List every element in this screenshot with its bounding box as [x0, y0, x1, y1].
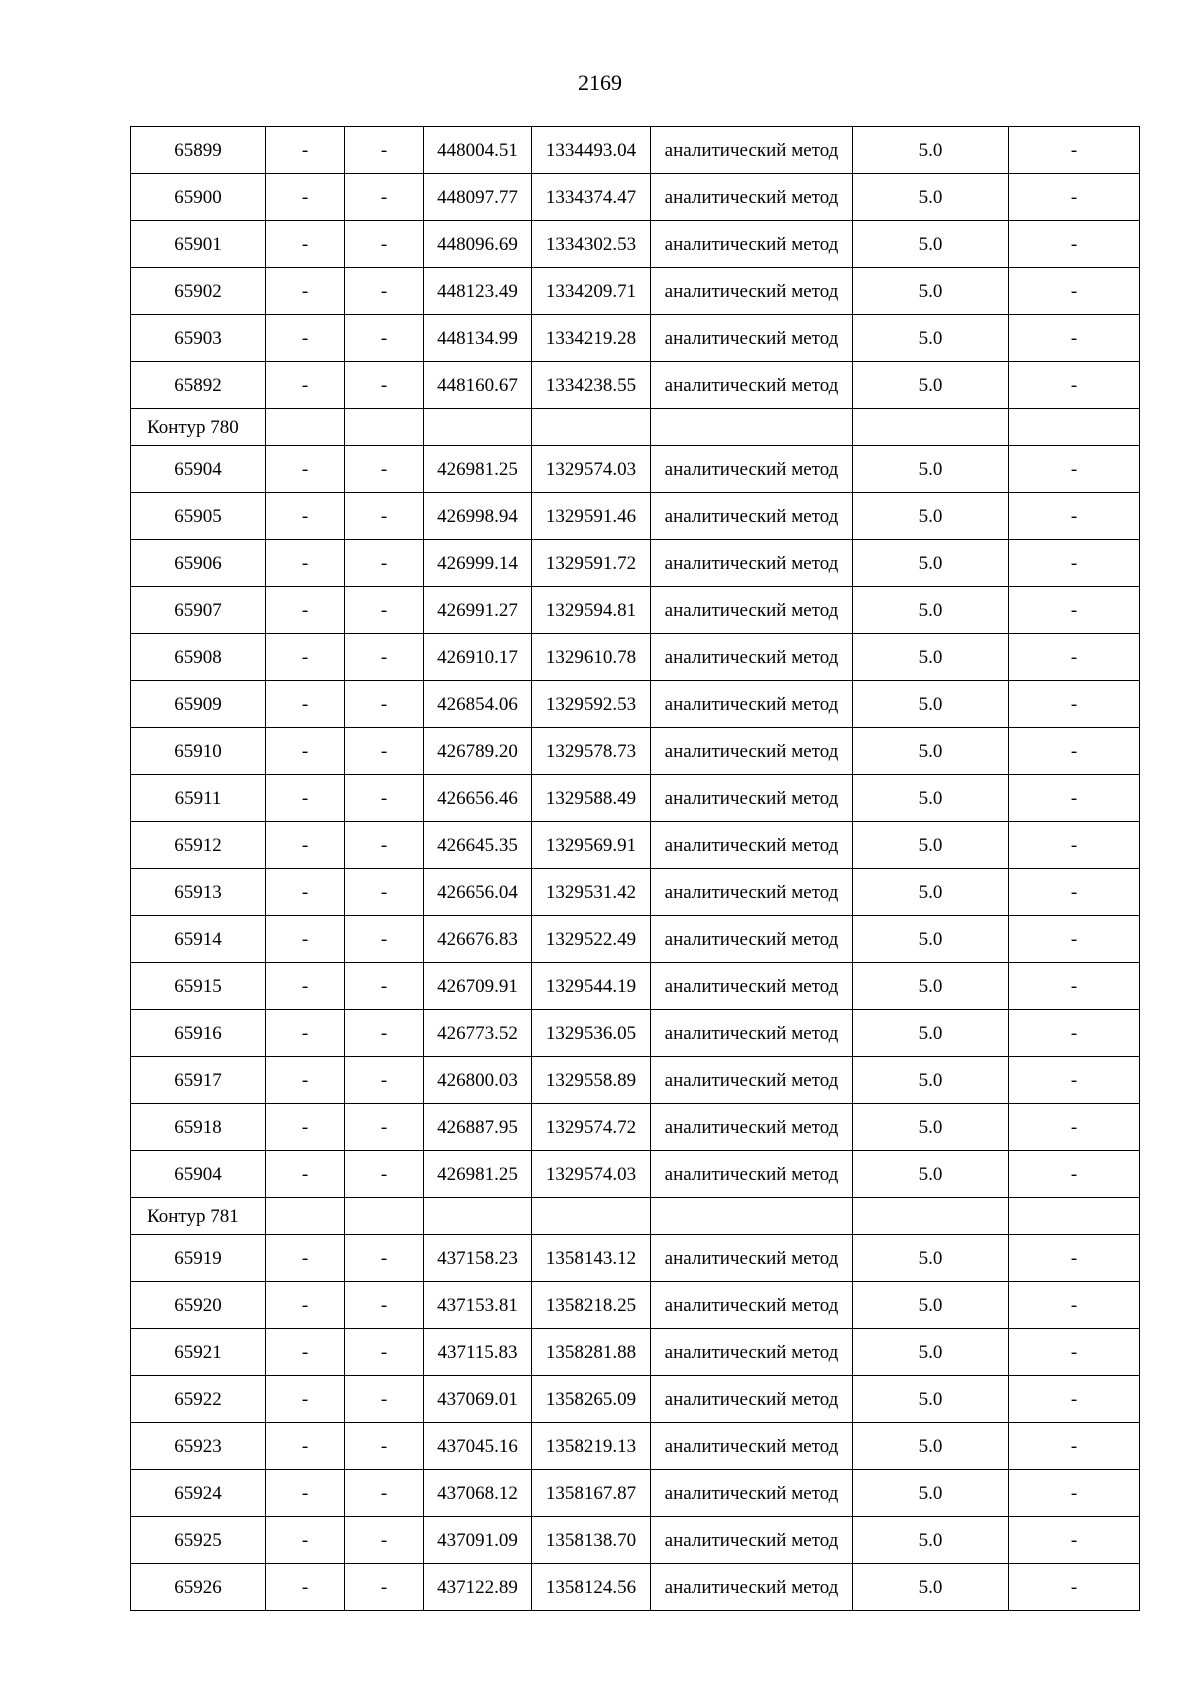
column-8-cell: - [1009, 1151, 1140, 1198]
column-8-cell: - [1009, 681, 1140, 728]
x-coordinate-cell: 437115.83 [424, 1329, 532, 1376]
method-cell: аналитический метод [651, 587, 853, 634]
table-row [131, 1564, 1140, 1611]
column-2-cell: - [266, 1235, 345, 1282]
point-id-cell: 65906 [131, 540, 266, 587]
method-cell: аналитический метод [651, 869, 853, 916]
section-header-row [131, 1198, 1140, 1235]
table-row [131, 1517, 1140, 1564]
x-coordinate-cell: 448097.77 [424, 174, 532, 221]
y-coordinate-cell: 1358124.56 [532, 1564, 651, 1611]
column-3-cell: - [345, 1423, 424, 1470]
page-number: 2169 [578, 70, 622, 95]
column-8-cell: - [1009, 268, 1140, 315]
accuracy-cell: 5.0 [853, 822, 1009, 869]
y-coordinate-cell: 1329574.72 [532, 1104, 651, 1151]
method-cell: аналитический метод [651, 775, 853, 822]
x-coordinate-cell: 437069.01 [424, 1376, 532, 1423]
column-8-cell: - [1009, 775, 1140, 822]
table-row [131, 822, 1140, 869]
method-cell: аналитический метод [651, 728, 853, 775]
table-row [131, 1329, 1140, 1376]
point-id-cell: 65919 [131, 1235, 266, 1282]
column-2-cell: - [266, 1376, 345, 1423]
table-row [131, 540, 1140, 587]
table-row [131, 127, 1140, 174]
y-coordinate-cell: 1329522.49 [532, 916, 651, 963]
column-2-cell: - [266, 493, 345, 540]
column-3-cell: - [345, 1282, 424, 1329]
column-8-cell: - [1009, 540, 1140, 587]
x-coordinate-cell: 437122.89 [424, 1564, 532, 1611]
table-row [131, 1376, 1140, 1423]
table-row [131, 1423, 1140, 1470]
column-3-cell: - [345, 221, 424, 268]
y-coordinate-cell: 1358219.13 [532, 1423, 651, 1470]
table-row [131, 174, 1140, 221]
table-row [131, 587, 1140, 634]
column-3-cell: - [345, 362, 424, 409]
empty-cell [651, 409, 853, 446]
method-cell: аналитический метод [651, 221, 853, 268]
column-2-cell: - [266, 1470, 345, 1517]
x-coordinate-cell: 426887.95 [424, 1104, 532, 1151]
accuracy-cell: 5.0 [853, 587, 1009, 634]
x-coordinate-cell: 426981.25 [424, 1151, 532, 1198]
column-3-cell: - [345, 446, 424, 493]
column-3-cell: - [345, 268, 424, 315]
method-cell: аналитический метод [651, 1235, 853, 1282]
x-coordinate-cell: 426645.35 [424, 822, 532, 869]
point-id-cell: 65903 [131, 315, 266, 362]
table-row [131, 1010, 1140, 1057]
section-label: Контур 781 [131, 1198, 266, 1235]
accuracy-cell: 5.0 [853, 127, 1009, 174]
column-3-cell: - [345, 1104, 424, 1151]
x-coordinate-cell: 448134.99 [424, 315, 532, 362]
point-id-cell: 65905 [131, 493, 266, 540]
column-3-cell: - [345, 1010, 424, 1057]
point-id-cell: 65904 [131, 1151, 266, 1198]
column-2-cell: - [266, 1057, 345, 1104]
point-id-cell: 65920 [131, 1282, 266, 1329]
table-row [131, 963, 1140, 1010]
table-row [131, 362, 1140, 409]
accuracy-cell: 5.0 [853, 1423, 1009, 1470]
column-2-cell: - [266, 1564, 345, 1611]
column-3-cell: - [345, 493, 424, 540]
y-coordinate-cell: 1358143.12 [532, 1235, 651, 1282]
empty-cell [345, 409, 424, 446]
y-coordinate-cell: 1329558.89 [532, 1057, 651, 1104]
method-cell: аналитический метод [651, 446, 853, 493]
table-row [131, 1470, 1140, 1517]
column-3-cell: - [345, 587, 424, 634]
column-8-cell: - [1009, 1564, 1140, 1611]
method-cell: аналитический метод [651, 362, 853, 409]
table-row [131, 681, 1140, 728]
accuracy-cell: 5.0 [853, 1151, 1009, 1198]
point-id-cell: 65917 [131, 1057, 266, 1104]
method-cell: аналитический метод [651, 1376, 853, 1423]
x-coordinate-cell: 448096.69 [424, 221, 532, 268]
column-8-cell: - [1009, 446, 1140, 493]
point-id-cell: 65913 [131, 869, 266, 916]
point-id-cell: 65910 [131, 728, 266, 775]
column-8-cell: - [1009, 1329, 1140, 1376]
empty-cell [266, 1198, 345, 1235]
column-2-cell: - [266, 916, 345, 963]
x-coordinate-cell: 426676.83 [424, 916, 532, 963]
accuracy-cell: 5.0 [853, 1376, 1009, 1423]
empty-cell [424, 409, 532, 446]
empty-cell [532, 409, 651, 446]
column-8-cell: - [1009, 221, 1140, 268]
table-row [131, 775, 1140, 822]
y-coordinate-cell: 1329574.03 [532, 1151, 651, 1198]
column-8-cell: - [1009, 869, 1140, 916]
table-row [131, 1057, 1140, 1104]
x-coordinate-cell: 426789.20 [424, 728, 532, 775]
column-2-cell: - [266, 869, 345, 916]
y-coordinate-cell: 1334219.28 [532, 315, 651, 362]
column-3-cell: - [345, 681, 424, 728]
column-2-cell: - [266, 681, 345, 728]
column-3-cell: - [345, 869, 424, 916]
column-2-cell: - [266, 362, 345, 409]
accuracy-cell: 5.0 [853, 728, 1009, 775]
empty-cell [266, 409, 345, 446]
accuracy-cell: 5.0 [853, 916, 1009, 963]
empty-cell [1009, 1198, 1140, 1235]
column-2-cell: - [266, 1151, 345, 1198]
column-3-cell: - [345, 127, 424, 174]
column-3-cell: - [345, 1470, 424, 1517]
column-8-cell: - [1009, 1423, 1140, 1470]
column-8-cell: - [1009, 634, 1140, 681]
accuracy-cell: 5.0 [853, 174, 1009, 221]
column-2-cell: - [266, 446, 345, 493]
x-coordinate-cell: 426773.52 [424, 1010, 532, 1057]
method-cell: аналитический метод [651, 1564, 853, 1611]
y-coordinate-cell: 1329591.72 [532, 540, 651, 587]
y-coordinate-cell: 1329569.91 [532, 822, 651, 869]
column-8-cell: - [1009, 1517, 1140, 1564]
column-8-cell: - [1009, 1104, 1140, 1151]
accuracy-cell: 5.0 [853, 634, 1009, 681]
column-3-cell: - [345, 1517, 424, 1564]
point-id-cell: 65915 [131, 963, 266, 1010]
method-cell: аналитический метод [651, 681, 853, 728]
y-coordinate-cell: 1329578.73 [532, 728, 651, 775]
method-cell: аналитический метод [651, 1151, 853, 1198]
accuracy-cell: 5.0 [853, 1564, 1009, 1611]
method-cell: аналитический метод [651, 540, 853, 587]
accuracy-cell: 5.0 [853, 446, 1009, 493]
point-id-cell: 65924 [131, 1470, 266, 1517]
x-coordinate-cell: 437045.16 [424, 1423, 532, 1470]
x-coordinate-cell: 426998.94 [424, 493, 532, 540]
column-3-cell: - [345, 540, 424, 587]
point-id-cell: 65911 [131, 775, 266, 822]
y-coordinate-cell: 1329592.53 [532, 681, 651, 728]
column-8-cell: - [1009, 1282, 1140, 1329]
method-cell: аналитический метод [651, 174, 853, 221]
empty-cell [651, 1198, 853, 1235]
y-coordinate-cell: 1329591.46 [532, 493, 651, 540]
column-2-cell: - [266, 963, 345, 1010]
x-coordinate-cell: 437153.81 [424, 1282, 532, 1329]
empty-cell [1009, 409, 1140, 446]
x-coordinate-cell: 437158.23 [424, 1235, 532, 1282]
x-coordinate-cell: 426999.14 [424, 540, 532, 587]
y-coordinate-cell: 1334209.71 [532, 268, 651, 315]
point-id-cell: 65907 [131, 587, 266, 634]
column-8-cell: - [1009, 127, 1140, 174]
column-8-cell: - [1009, 315, 1140, 362]
column-3-cell: - [345, 315, 424, 362]
column-2-cell: - [266, 775, 345, 822]
empty-cell [853, 409, 1009, 446]
point-id-cell: 65926 [131, 1564, 266, 1611]
column-2-cell: - [266, 1282, 345, 1329]
column-2-cell: - [266, 1517, 345, 1564]
y-coordinate-cell: 1334493.04 [532, 127, 651, 174]
accuracy-cell: 5.0 [853, 1282, 1009, 1329]
table-row [131, 1104, 1140, 1151]
column-3-cell: - [345, 1329, 424, 1376]
point-id-cell: 65912 [131, 822, 266, 869]
y-coordinate-cell: 1329531.42 [532, 869, 651, 916]
y-coordinate-cell: 1358265.09 [532, 1376, 651, 1423]
accuracy-cell: 5.0 [853, 362, 1009, 409]
point-id-cell: 65923 [131, 1423, 266, 1470]
point-id-cell: 65914 [131, 916, 266, 963]
table-row [131, 1282, 1140, 1329]
accuracy-cell: 5.0 [853, 1010, 1009, 1057]
method-cell: аналитический метод [651, 1470, 853, 1517]
x-coordinate-cell: 448004.51 [424, 127, 532, 174]
table-row [131, 869, 1140, 916]
empty-cell [345, 1198, 424, 1235]
method-cell: аналитический метод [651, 1423, 853, 1470]
method-cell: аналитический метод [651, 268, 853, 315]
point-id-cell: 65922 [131, 1376, 266, 1423]
column-8-cell: - [1009, 728, 1140, 775]
column-3-cell: - [345, 728, 424, 775]
accuracy-cell: 5.0 [853, 221, 1009, 268]
column-2-cell: - [266, 127, 345, 174]
accuracy-cell: 5.0 [853, 775, 1009, 822]
table-row [131, 728, 1140, 775]
table-row [131, 268, 1140, 315]
method-cell: аналитический метод [651, 1282, 853, 1329]
y-coordinate-cell: 1358138.70 [532, 1517, 651, 1564]
table-row [131, 493, 1140, 540]
point-id-cell: 65909 [131, 681, 266, 728]
column-2-cell: - [266, 268, 345, 315]
column-2-cell: - [266, 315, 345, 362]
column-8-cell: - [1009, 587, 1140, 634]
method-cell: аналитический метод [651, 1010, 853, 1057]
accuracy-cell: 5.0 [853, 1104, 1009, 1151]
point-id-cell: 65918 [131, 1104, 266, 1151]
column-3-cell: - [345, 1235, 424, 1282]
column-3-cell: - [345, 1376, 424, 1423]
column-2-cell: - [266, 587, 345, 634]
accuracy-cell: 5.0 [853, 681, 1009, 728]
point-id-cell: 65925 [131, 1517, 266, 1564]
table-row [131, 634, 1140, 681]
accuracy-cell: 5.0 [853, 1329, 1009, 1376]
method-cell: аналитический метод [651, 1329, 853, 1376]
column-3-cell: - [345, 174, 424, 221]
column-3-cell: - [345, 775, 424, 822]
empty-cell [853, 1198, 1009, 1235]
point-id-cell: 65892 [131, 362, 266, 409]
column-8-cell: - [1009, 1470, 1140, 1517]
y-coordinate-cell: 1334374.47 [532, 174, 651, 221]
y-coordinate-cell: 1329574.03 [532, 446, 651, 493]
column-3-cell: - [345, 822, 424, 869]
table-row [131, 916, 1140, 963]
column-2-cell: - [266, 221, 345, 268]
method-cell: аналитический метод [651, 634, 853, 681]
y-coordinate-cell: 1358167.87 [532, 1470, 651, 1517]
method-cell: аналитический метод [651, 1057, 853, 1104]
column-8-cell: - [1009, 174, 1140, 221]
column-8-cell: - [1009, 963, 1140, 1010]
column-8-cell: - [1009, 916, 1140, 963]
column-3-cell: - [345, 1057, 424, 1104]
y-coordinate-cell: 1329588.49 [532, 775, 651, 822]
y-coordinate-cell: 1358218.25 [532, 1282, 651, 1329]
column-2-cell: - [266, 1010, 345, 1057]
x-coordinate-cell: 448160.67 [424, 362, 532, 409]
column-3-cell: - [345, 634, 424, 681]
column-8-cell: - [1009, 362, 1140, 409]
column-2-cell: - [266, 1423, 345, 1470]
method-cell: аналитический метод [651, 493, 853, 540]
column-2-cell: - [266, 1104, 345, 1151]
accuracy-cell: 5.0 [853, 540, 1009, 587]
accuracy-cell: 5.0 [853, 1235, 1009, 1282]
column-2-cell: - [266, 822, 345, 869]
x-coordinate-cell: 426656.46 [424, 775, 532, 822]
y-coordinate-cell: 1329536.05 [532, 1010, 651, 1057]
y-coordinate-cell: 1334302.53 [532, 221, 651, 268]
column-3-cell: - [345, 1564, 424, 1611]
point-id-cell: 65904 [131, 446, 266, 493]
method-cell: аналитический метод [651, 916, 853, 963]
accuracy-cell: 5.0 [853, 869, 1009, 916]
column-8-cell: - [1009, 822, 1140, 869]
x-coordinate-cell: 426854.06 [424, 681, 532, 728]
accuracy-cell: 5.0 [853, 1470, 1009, 1517]
section-header-row [131, 409, 1140, 446]
column-8-cell: - [1009, 1057, 1140, 1104]
accuracy-cell: 5.0 [853, 315, 1009, 362]
column-3-cell: - [345, 916, 424, 963]
table-row [131, 446, 1140, 493]
y-coordinate-cell: 1329610.78 [532, 634, 651, 681]
y-coordinate-cell: 1334238.55 [532, 362, 651, 409]
column-3-cell: - [345, 963, 424, 1010]
column-8-cell: - [1009, 1235, 1140, 1282]
column-3-cell: - [345, 1151, 424, 1198]
y-coordinate-cell: 1329544.19 [532, 963, 651, 1010]
table-row [131, 221, 1140, 268]
x-coordinate-cell: 448123.49 [424, 268, 532, 315]
x-coordinate-cell: 426910.17 [424, 634, 532, 681]
point-id-cell: 65921 [131, 1329, 266, 1376]
table-body [131, 127, 1140, 1611]
x-coordinate-cell: 426981.25 [424, 446, 532, 493]
point-id-cell: 65916 [131, 1010, 266, 1057]
point-id-cell: 65902 [131, 268, 266, 315]
accuracy-cell: 5.0 [853, 268, 1009, 315]
x-coordinate-cell: 437091.09 [424, 1517, 532, 1564]
accuracy-cell: 5.0 [853, 493, 1009, 540]
point-id-cell: 65901 [131, 221, 266, 268]
column-2-cell: - [266, 634, 345, 681]
column-2-cell: - [266, 540, 345, 587]
column-8-cell: - [1009, 1010, 1140, 1057]
method-cell: аналитический метод [651, 1517, 853, 1564]
empty-cell [532, 1198, 651, 1235]
point-id-cell: 65900 [131, 174, 266, 221]
x-coordinate-cell: 437068.12 [424, 1470, 532, 1517]
column-2-cell: - [266, 1329, 345, 1376]
table-row [131, 1235, 1140, 1282]
accuracy-cell: 5.0 [853, 963, 1009, 1010]
x-coordinate-cell: 426991.27 [424, 587, 532, 634]
column-2-cell: - [266, 728, 345, 775]
column-8-cell: - [1009, 1376, 1140, 1423]
method-cell: аналитический метод [651, 127, 853, 174]
method-cell: аналитический метод [651, 822, 853, 869]
table-row [131, 315, 1140, 362]
coordinates-table [130, 126, 1140, 1611]
method-cell: аналитический метод [651, 963, 853, 1010]
y-coordinate-cell: 1329594.81 [532, 587, 651, 634]
x-coordinate-cell: 426656.04 [424, 869, 532, 916]
x-coordinate-cell: 426709.91 [424, 963, 532, 1010]
method-cell: аналитический метод [651, 315, 853, 362]
accuracy-cell: 5.0 [853, 1517, 1009, 1564]
column-8-cell: - [1009, 493, 1140, 540]
column-2-cell: - [266, 174, 345, 221]
method-cell: аналитический метод [651, 1104, 853, 1151]
accuracy-cell: 5.0 [853, 1057, 1009, 1104]
point-id-cell: 65908 [131, 634, 266, 681]
x-coordinate-cell: 426800.03 [424, 1057, 532, 1104]
y-coordinate-cell: 1358281.88 [532, 1329, 651, 1376]
empty-cell [424, 1198, 532, 1235]
point-id-cell: 65899 [131, 127, 266, 174]
table-row [131, 1151, 1140, 1198]
section-label: Контур 780 [131, 409, 266, 446]
